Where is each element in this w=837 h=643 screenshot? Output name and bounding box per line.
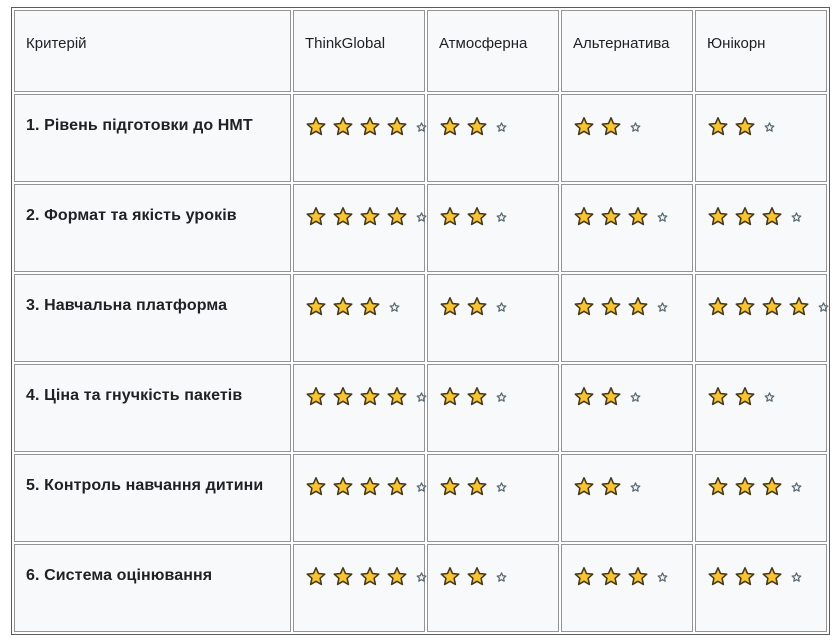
star-icon: [439, 296, 461, 318]
star-icon: [332, 296, 354, 318]
star-icon: [734, 206, 756, 228]
star-icon: [332, 386, 354, 408]
criterion-cell: 3. Навчальна платформа: [14, 274, 291, 362]
table-row: [14, 454, 827, 542]
star-small-outline-icon: [496, 392, 507, 403]
star-icon: [359, 566, 381, 588]
star-icon: [573, 296, 595, 318]
star-small-outline-icon: [416, 212, 427, 223]
star-small-outline-icon: [764, 392, 775, 403]
star-icon: [573, 386, 595, 408]
star-icon: [386, 386, 408, 408]
star-small-outline-icon: [657, 572, 668, 583]
col-header-alternatyva: Альтернатива: [561, 10, 693, 92]
star-rating: [305, 115, 414, 139]
star-icon: [386, 566, 408, 588]
star-icon: [359, 206, 381, 228]
star-icon: [332, 206, 354, 228]
star-icon: [305, 386, 327, 408]
rating-cell: [561, 274, 693, 362]
rating-cell: [561, 544, 693, 632]
table-row: [14, 274, 827, 362]
star-icon: [386, 476, 408, 498]
star-rating: [305, 385, 414, 409]
star-icon: [600, 296, 622, 318]
star-small-outline-icon: [791, 572, 802, 583]
rating-cell: [427, 274, 559, 362]
rating-cell: [561, 364, 693, 452]
star-icon: [305, 206, 327, 228]
star-icon: [359, 386, 381, 408]
star-icon: [332, 476, 354, 498]
star-icon: [707, 296, 729, 318]
star-rating: [305, 475, 414, 499]
star-rating: [305, 205, 414, 229]
star-icon: [466, 386, 488, 408]
star-icon: [573, 116, 595, 138]
star-icon: [600, 206, 622, 228]
star-icon: [707, 476, 729, 498]
star-icon: [761, 476, 783, 498]
star-small-outline-icon: [657, 212, 668, 223]
rating-cell: [293, 364, 425, 452]
star-small-outline-icon: [630, 122, 641, 133]
star-icon: [466, 296, 488, 318]
star-icon: [707, 116, 729, 138]
star-icon: [466, 206, 488, 228]
star-icon: [573, 206, 595, 228]
star-icon: [439, 386, 461, 408]
star-icon: [305, 296, 327, 318]
star-rating: [707, 475, 816, 499]
star-small-outline-icon: [416, 482, 427, 493]
star-small-outline-icon: [416, 572, 427, 583]
table-body: [14, 94, 827, 632]
rating-cell: [695, 544, 827, 632]
star-small-outline-icon: [496, 302, 507, 313]
star-icon: [439, 116, 461, 138]
star-icon: [761, 206, 783, 228]
star-icon: [707, 206, 729, 228]
star-icon: [761, 296, 783, 318]
star-rating: [707, 295, 816, 319]
rating-cell: [293, 274, 425, 362]
rating-cell: [427, 184, 559, 272]
rating-cell: [561, 454, 693, 542]
comparison-table: [11, 7, 830, 635]
criterion-cell: 2. Формат та якість уроків: [14, 184, 291, 272]
criterion-cell: 4. Ціна та гнучкість пакетів: [14, 364, 291, 452]
star-rating: [439, 565, 548, 589]
star-small-outline-icon: [818, 302, 829, 313]
star-rating: [573, 475, 682, 499]
star-icon: [439, 566, 461, 588]
rating-cell: [561, 184, 693, 272]
rating-cell: [293, 94, 425, 182]
star-rating: [707, 565, 816, 589]
star-small-outline-icon: [791, 482, 802, 493]
header-row: [14, 10, 827, 92]
col-header-thinkglobal: ThinkGlobal: [293, 10, 425, 92]
star-icon: [466, 476, 488, 498]
star-icon: [305, 476, 327, 498]
table-header: [14, 10, 827, 92]
table-row: [14, 544, 827, 632]
criterion-cell: 5. Контроль навчання дитини: [14, 454, 291, 542]
star-icon: [734, 296, 756, 318]
rating-cell: [427, 454, 559, 542]
star-rating: [439, 475, 548, 499]
rating-cell: [695, 364, 827, 452]
star-icon: [573, 566, 595, 588]
rating-cell: [293, 454, 425, 542]
star-icon: [305, 116, 327, 138]
rating-cell: [293, 184, 425, 272]
star-rating: [305, 565, 414, 589]
star-icon: [439, 476, 461, 498]
table-row: [14, 364, 827, 452]
star-icon: [359, 476, 381, 498]
rating-cell: [695, 274, 827, 362]
col-header-criterion: Критерій: [14, 10, 291, 92]
star-rating: [707, 115, 816, 139]
star-icon: [734, 386, 756, 408]
col-header-unicorn: Юнікорн: [695, 10, 827, 92]
star-icon: [734, 116, 756, 138]
star-icon: [707, 566, 729, 588]
star-icon: [627, 206, 649, 228]
star-icon: [386, 116, 408, 138]
criterion-cell: 6. Система оцінювання: [14, 544, 291, 632]
star-icon: [734, 566, 756, 588]
star-small-outline-icon: [791, 212, 802, 223]
star-small-outline-icon: [630, 392, 641, 403]
star-icon: [332, 116, 354, 138]
star-icon: [627, 566, 649, 588]
star-icon: [466, 566, 488, 588]
star-icon: [386, 206, 408, 228]
rating-cell: [293, 544, 425, 632]
star-rating: [707, 385, 816, 409]
star-icon: [573, 476, 595, 498]
star-small-outline-icon: [630, 482, 641, 493]
criterion-cell: 1. Рівень підготовки до НМТ: [14, 94, 291, 182]
star-small-outline-icon: [496, 482, 507, 493]
star-small-outline-icon: [496, 572, 507, 583]
rating-cell: [695, 184, 827, 272]
star-small-outline-icon: [657, 302, 668, 313]
star-small-outline-icon: [416, 122, 427, 133]
star-small-outline-icon: [389, 302, 400, 313]
rating-cell: [695, 454, 827, 542]
star-small-outline-icon: [764, 122, 775, 133]
star-rating: [439, 385, 548, 409]
star-icon: [707, 386, 729, 408]
star-icon: [600, 116, 622, 138]
col-header-atmosferna: Атмосферна: [427, 10, 559, 92]
star-icon: [734, 476, 756, 498]
star-icon: [600, 386, 622, 408]
star-icon: [305, 566, 327, 588]
star-rating: [707, 205, 816, 229]
star-rating: [305, 295, 414, 319]
star-rating: [573, 295, 682, 319]
star-small-outline-icon: [496, 212, 507, 223]
rating-cell: [695, 94, 827, 182]
star-rating: [573, 385, 682, 409]
table-row: [14, 184, 827, 272]
rating-cell: [427, 544, 559, 632]
star-rating: [573, 565, 682, 589]
table-row: [14, 94, 827, 182]
star-icon: [466, 116, 488, 138]
star-icon: [359, 296, 381, 318]
rating-cell: [427, 364, 559, 452]
star-small-outline-icon: [496, 122, 507, 133]
star-rating: [439, 295, 548, 319]
star-rating: [573, 115, 682, 139]
star-icon: [600, 476, 622, 498]
star-icon: [332, 566, 354, 588]
star-icon: [788, 296, 810, 318]
star-rating: [573, 205, 682, 229]
star-icon: [439, 206, 461, 228]
star-icon: [600, 566, 622, 588]
star-rating: [439, 205, 548, 229]
star-icon: [627, 296, 649, 318]
star-icon: [761, 566, 783, 588]
rating-cell: [427, 94, 559, 182]
star-icon: [359, 116, 381, 138]
star-rating: [439, 115, 548, 139]
rating-cell: [561, 94, 693, 182]
star-small-outline-icon: [416, 392, 427, 403]
